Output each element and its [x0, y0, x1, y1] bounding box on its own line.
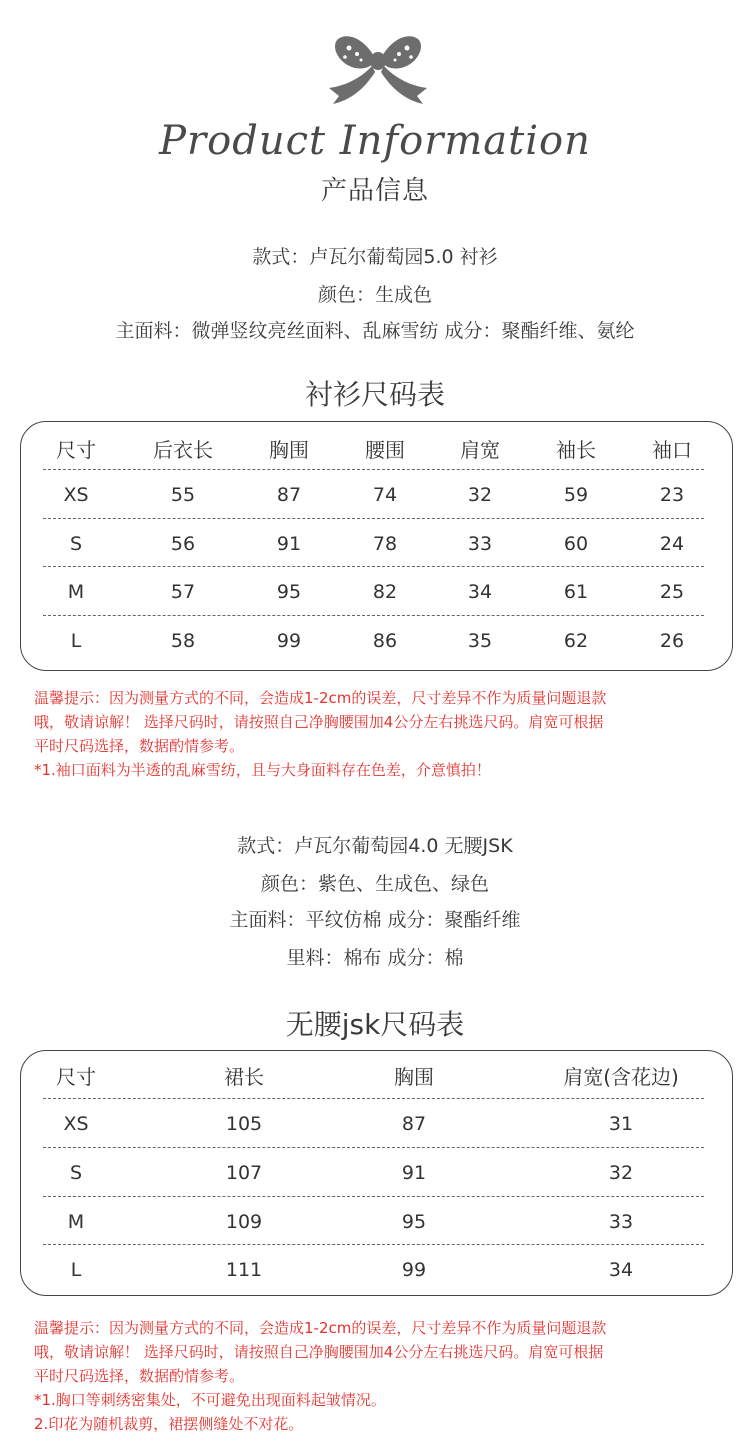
size-cell: S [69, 1162, 83, 1184]
note-line: 2.印花为随机裁剪，裙摆侧缝处不对花。 [34, 1415, 304, 1433]
value-cell: 23 [659, 484, 685, 506]
row-divider [43, 1244, 704, 1245]
row-divider [43, 1147, 704, 1148]
jsk-color: 颜色：紫色、生成色、绿色 [260, 873, 489, 895]
row-divider [43, 469, 704, 470]
note-line: 平时尺码选择，数据酌情参考。 [34, 737, 245, 755]
value-cell: 74 [372, 484, 398, 506]
value-cell: 109 [225, 1211, 263, 1233]
size-cell: M [67, 1211, 85, 1233]
table-header-row [21, 1051, 732, 1099]
shirt-color: 颜色：生成色 [317, 284, 432, 306]
value-cell: 91 [276, 533, 302, 555]
value-cell: 25 [659, 581, 685, 603]
table-row [21, 471, 732, 519]
note-line: *1.袖口面料为半透的乱麻雪纺，且与大身面料存在色差，介意慎拍！ [34, 761, 491, 779]
value-cell: 99 [401, 1259, 427, 1281]
header-cell: 胸围 [269, 437, 309, 462]
value-cell: 60 [563, 533, 589, 555]
value-cell: 78 [372, 533, 398, 555]
value-cell: 95 [276, 581, 302, 603]
header-cell: 腰围 [365, 437, 405, 462]
size-cell: XS [63, 484, 89, 506]
header-cell: 肩宽 [460, 437, 500, 462]
note-line: 平时尺码选择，数据酌情参考。 [34, 1367, 245, 1385]
value-cell: 24 [659, 533, 685, 555]
header-cell: 后衣长 [153, 437, 213, 462]
table-row [21, 617, 732, 665]
shirt-notes [34, 686, 724, 782]
table-row [21, 568, 732, 616]
note-line: *1.胸口等刺绣密集处，不可避免出现面料起皱情况。 [34, 1391, 386, 1409]
value-cell: 32 [467, 484, 493, 506]
note-line: 哦，敬请谅解！ 选择尺码时，请按照自己净胸腰围加4公分左右挑选尺码。肩宽可根据 [34, 1343, 604, 1361]
size-cell: L [70, 630, 82, 652]
value-cell: 87 [401, 1113, 427, 1135]
header-cell: 袖长 [556, 437, 596, 462]
value-cell: 87 [276, 484, 302, 506]
shirt-style: 款式：卢瓦尔葡萄园5.0 衬衫 [252, 246, 498, 268]
shirt-size-table [20, 421, 733, 671]
jsk-style: 款式：卢瓦尔葡萄园4.0 无腰JSK [237, 835, 513, 857]
value-cell: 111 [225, 1259, 263, 1281]
jsk-notes [34, 1316, 724, 1436]
value-cell: 99 [276, 630, 302, 652]
value-cell: 32 [608, 1162, 634, 1184]
jsk-fabric: 主面料：平纹仿棉 成分：聚酯纤维 [229, 909, 521, 931]
table-row [21, 1246, 732, 1294]
jsk-lining: 里料：棉布 成分：棉 [286, 947, 464, 969]
value-cell: 34 [608, 1259, 634, 1281]
table-header-row [21, 424, 732, 472]
value-cell: 107 [225, 1162, 263, 1184]
value-cell: 31 [608, 1113, 634, 1135]
row-divider [43, 1196, 704, 1197]
table-row [21, 1100, 732, 1148]
header-cell: 尺寸 [56, 437, 96, 462]
size-cell: M [67, 581, 85, 603]
title-english: Product Information [159, 118, 591, 164]
value-cell: 105 [225, 1113, 263, 1135]
value-cell: 35 [467, 630, 493, 652]
shirt-fabric: 主面料：微弹竖纹亮丝面料、乱麻雪纺 成分：聚酯纤维、氨纶 [115, 320, 635, 342]
jsk-table-title: 无腰jsk尺码表 [285, 1008, 465, 1041]
bow-ribbon-icon [315, 30, 440, 110]
row-divider [43, 1098, 704, 1099]
value-cell: 55 [170, 484, 196, 506]
value-cell: 34 [467, 581, 493, 603]
jsk-size-table [20, 1050, 733, 1296]
value-cell: 86 [372, 630, 398, 652]
row-divider [43, 518, 704, 519]
note-line: 温馨提示：因为测量方式的不同，会造成1-2cm的误差，尺寸差异不作为质量问题退款 [34, 1319, 607, 1337]
header-cell: 袖口 [652, 437, 692, 462]
header-cell: 尺寸 [56, 1064, 96, 1089]
note-line: 哦，敬请谅解！ 选择尺码时，请按照自己净胸腰围加4公分左右挑选尺码。肩宽可根据 [34, 713, 604, 731]
shirt-table-title: 衬衫尺码表 [304, 378, 445, 411]
header-cell: 肩宽(含花边) [563, 1064, 679, 1089]
note-line: 温馨提示：因为测量方式的不同，会造成1-2cm的误差，尺寸差异不作为质量问题退款 [34, 689, 607, 707]
value-cell: 33 [608, 1211, 634, 1233]
value-cell: 95 [401, 1211, 427, 1233]
value-cell: 82 [372, 581, 398, 603]
header-cell: 胸围 [394, 1064, 434, 1089]
title-chinese: 产品信息 [320, 176, 429, 206]
row-divider [43, 566, 704, 567]
header-cell: 裙长 [224, 1064, 264, 1089]
value-cell: 56 [170, 533, 196, 555]
value-cell: 57 [170, 581, 196, 603]
value-cell: 58 [170, 630, 196, 652]
size-cell: L [70, 1259, 82, 1281]
table-row [21, 520, 732, 568]
value-cell: 59 [563, 484, 589, 506]
size-cell: XS [63, 1113, 89, 1135]
value-cell: 91 [401, 1162, 427, 1184]
value-cell: 33 [467, 533, 493, 555]
table-row [21, 1149, 732, 1197]
value-cell: 62 [563, 630, 589, 652]
row-divider [43, 615, 704, 616]
value-cell: 26 [659, 630, 685, 652]
size-cell: S [69, 533, 83, 555]
table-row [21, 1198, 732, 1246]
value-cell: 61 [563, 581, 589, 603]
